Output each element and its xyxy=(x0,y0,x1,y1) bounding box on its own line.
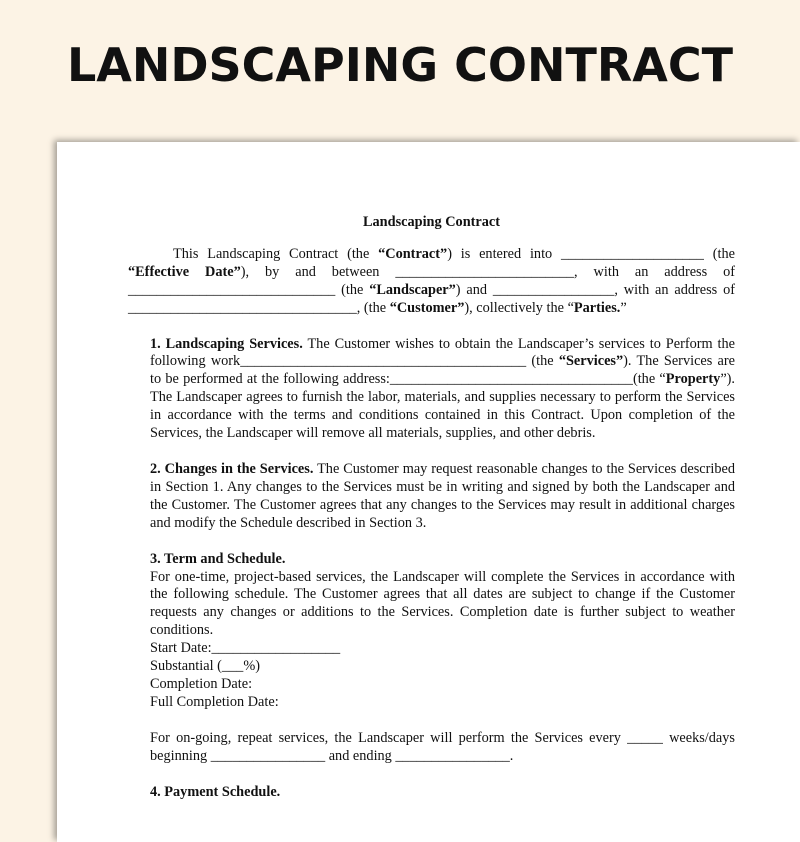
document-page xyxy=(57,142,800,842)
section-1 xyxy=(128,336,735,443)
section-3-ongoing: For on-going, repeat services, the Landscaper will perform the Services every _____ weeks/days beginning ________________ and ending ________________. xyxy=(150,729,735,764)
section-3-heading: 3. Term and Schedule. xyxy=(150,550,286,567)
intro-text: This Landscaping Contract (the xyxy=(173,245,379,262)
document-title: Landscaping Contract xyxy=(362,214,501,230)
section-1-text: ”). The Landscaper agrees to furnish the labor, materials, and supplies necessary to perform the Services in accordance with the terms and conditions contained in this Contract. Upon completion of the Services, the Landscaper will remove all materials, supplies, and other debris. xyxy=(150,371,735,442)
section-1-heading: 1. Landscaping Services. xyxy=(150,335,303,352)
schedule-full-completion-date: Full Completion Date: xyxy=(150,693,279,710)
document-content xyxy=(128,214,735,801)
intro-term-customer: “Customer” xyxy=(389,299,465,316)
intro-text: ) and _________________, with an address of ________________________________, (the xyxy=(128,281,735,316)
schedule-start-date: Start Date:__________________ xyxy=(150,640,341,657)
section-4-heading-line xyxy=(128,784,735,802)
section-3-body: For one-time, project-based services, the Landscaper will complete the Services in accordance with the following schedule. The Customer agrees that all dates are subject to change if the Customer requests any changes or additions to the Services. Completion date is further subject to weather conditions. xyxy=(150,568,735,639)
schedule-completion-date: Completion Date: xyxy=(150,675,253,692)
section-1-term-services: “Services” xyxy=(558,353,624,370)
banner-title: LANDSCAPING CONTRACT xyxy=(66,38,734,92)
section-3-heading-line xyxy=(128,551,735,569)
intro-paragraph xyxy=(128,246,735,318)
section-1-text: The Customer wishes to obtain the Landscaper’s services to Perform the following work________________________________________ (the xyxy=(150,335,735,370)
intro-text: ” xyxy=(620,299,627,316)
intro-term-landscaper: “Landscaper” xyxy=(369,281,456,298)
section-2 xyxy=(128,461,735,533)
intro-text: ), collectively the “ xyxy=(464,299,574,316)
section-2-heading: 2. Changes in the Services. xyxy=(150,460,314,477)
intro-text: ) is entered into ____________________ (the xyxy=(447,245,735,262)
schedule-substantial: Substantial (___%) xyxy=(150,658,260,675)
section-1-term-property: Property xyxy=(665,371,721,388)
intro-term-parties: Parties. xyxy=(573,299,621,316)
section-4-heading: 4. Payment Schedule. xyxy=(150,783,281,800)
section-2-text: The Customer may request reasonable changes to the Services described in Section 1. Any changes to the Services must be in writing and signed by both the Landscaper and the Customer. The Customer agrees that any changes to the Services may result in additional charges and modify the Schedule described in Section 3. xyxy=(150,460,735,531)
intro-term-contract: “Contract” xyxy=(378,245,448,262)
intro-term-effective-date: “Effective Date” xyxy=(128,263,241,280)
section-1-text: ). The Services are to be performed at the following address:__________________________________(the “ xyxy=(150,353,735,388)
intro-text: ), by and between _________________________, with an address of _____________________________ (the xyxy=(128,263,735,298)
